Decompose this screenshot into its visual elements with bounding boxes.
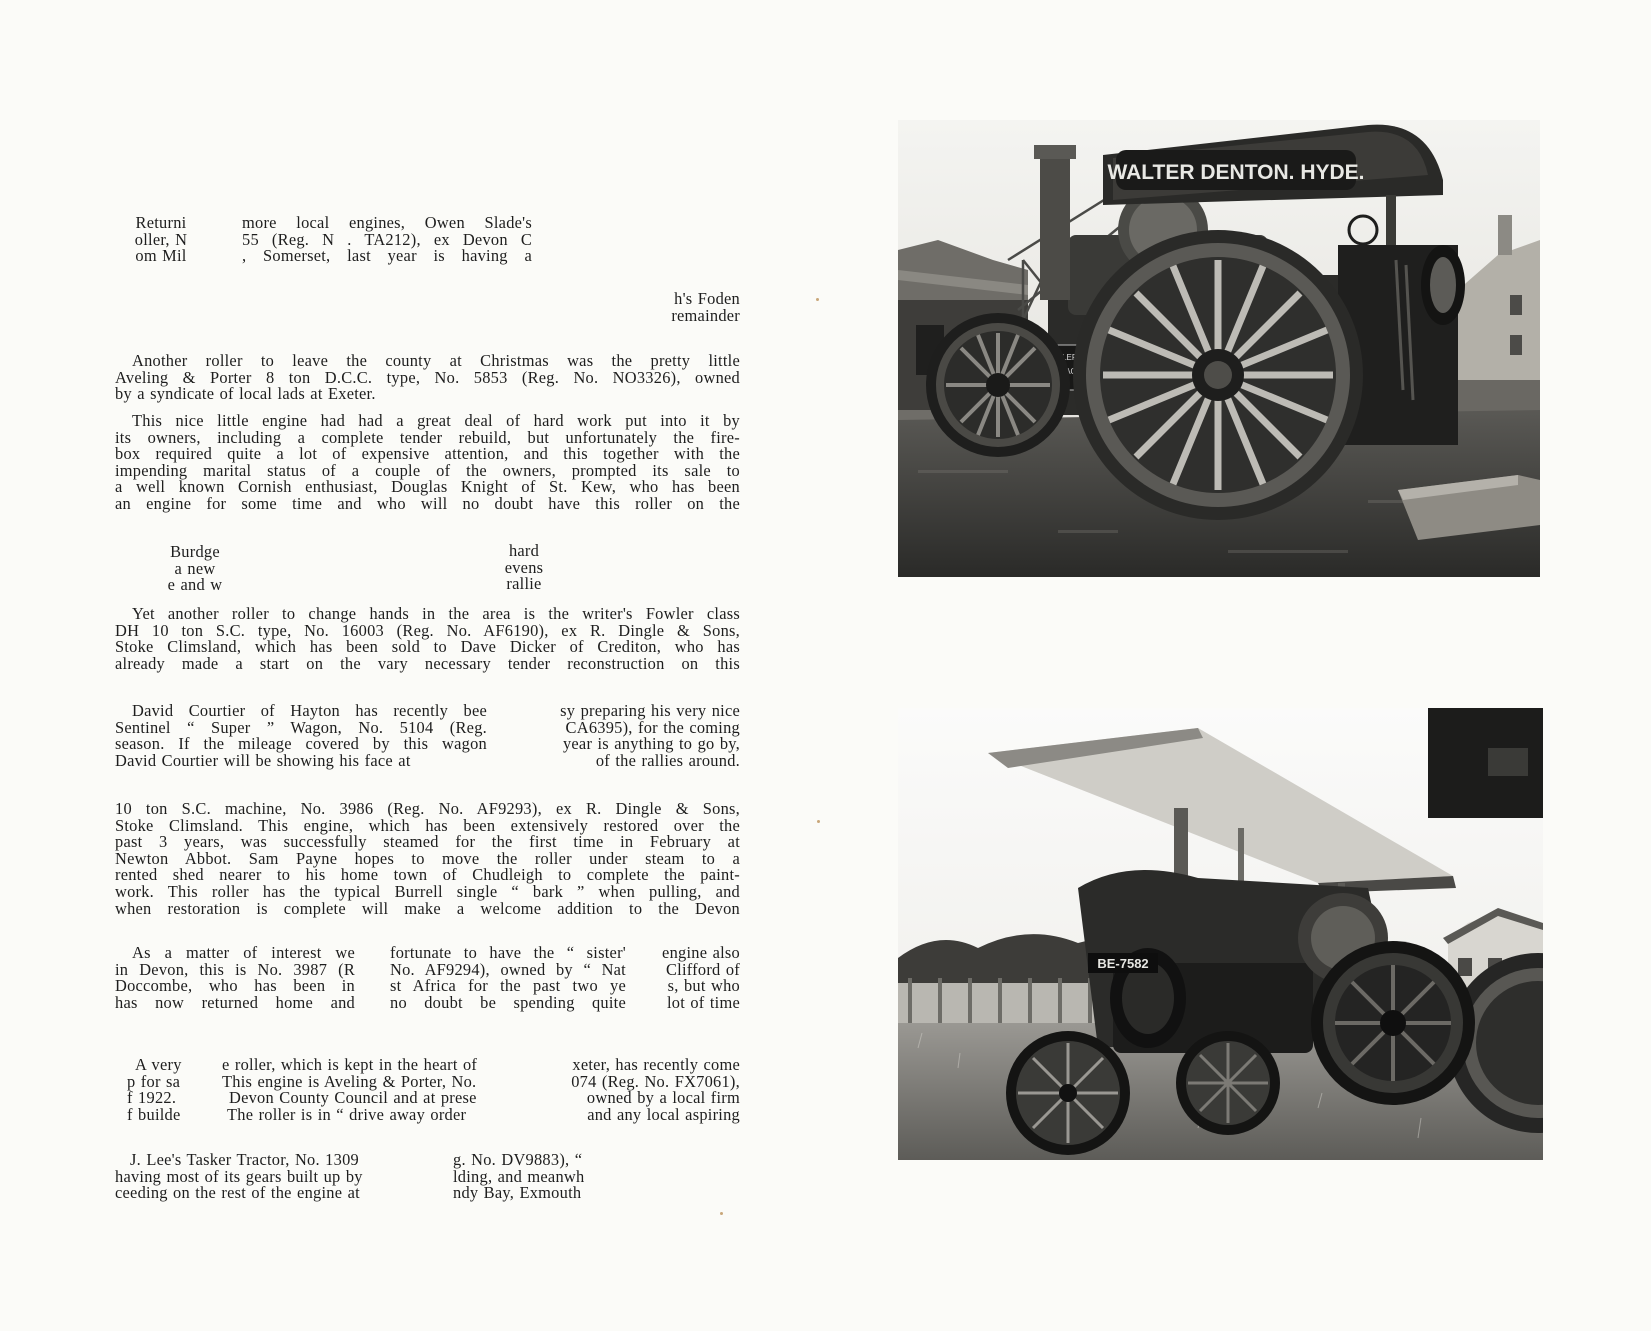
text-line: of the rallies around. (595, 750, 740, 770)
paragraph-yet-another-roller (115, 606, 740, 672)
text-line: lot of time (666, 992, 740, 1012)
text-fragment-returning (120, 215, 202, 265)
text-line: a new (174, 558, 216, 578)
text-line: The roller is in “ drive away order (227, 1104, 467, 1124)
print-speck (816, 298, 819, 301)
text-line: no doubt be spending quite (390, 992, 626, 1012)
text-line: p for sa (127, 1071, 181, 1091)
text-fragment-a-very (127, 1057, 207, 1123)
text-line: g. No. DV9883), “ (453, 1150, 583, 1169)
canopy-sign-text: WALTER DENTON. HYDE. (1107, 161, 1365, 184)
text-line: A very (135, 1055, 182, 1074)
text-line: already made a start on the vary necessary tender reconstruction on this (115, 653, 740, 673)
text-line: in Devon, this is No. 3987 (R (115, 959, 355, 979)
text-line: Sentinel “ Super ” Wagon, No. 5104 (Reg. (115, 717, 487, 737)
text-line: Returni (135, 213, 187, 232)
text-line: season. If the mileage covered by this wagon (115, 734, 487, 754)
text-line: 55 (Reg. N . TA212), ex Devon C (242, 229, 532, 249)
print-speck (720, 1212, 723, 1215)
text-fragment-tasker-tractor (115, 1152, 435, 1202)
text-line: an engine for some time and who will no doubt have this roller on the (115, 493, 740, 513)
text-line: om Mil (135, 246, 187, 266)
text-line: David Courtier will be showing his face at (115, 750, 411, 770)
text-line: f 1922. (127, 1088, 177, 1108)
text-line: Burdge (170, 542, 220, 561)
text-line: sy preparing his very nice (560, 701, 740, 720)
text-line: year is anything to go by, (562, 734, 740, 754)
text-line: hard (508, 541, 540, 560)
text-fragment-foden (560, 291, 740, 324)
text-line: having most of its gears built up by (115, 1166, 363, 1186)
text-line: lding, and meanwh (453, 1166, 585, 1186)
text-line: st Africa for the past two ye (390, 976, 626, 996)
text-line: fortunate to have the “ sister' (390, 943, 626, 962)
text-line: This engine is Aveling & Porter, No. (222, 1071, 477, 1091)
text-line: 10 ton S.C. machine, No. 3986 (Reg. No. AF9293), ex R. Dingle & Sons, (115, 799, 740, 818)
text-line: DH 10 ton S.C. type, No. 16003 (Reg. No. AF6190), ex R. Dingle & Sons, (115, 620, 740, 640)
text-line: Another roller to leave the county at Christmas was the pretty little (132, 351, 740, 370)
text-line: No. AF9294), owned by “ Nat (390, 959, 626, 979)
text-line: This nice little engine had had a great deal of hard work put into it by (132, 411, 740, 430)
text-line: ceeding on the rest of the engine at (115, 1183, 360, 1203)
print-speck (817, 820, 820, 823)
text-fragment-engine-also (640, 945, 740, 1011)
text-line: Yet another roller to change hands in the area is the writer's Fowler class (132, 604, 740, 623)
paragraph-another-roller (115, 353, 740, 403)
text-line: Stoke Climsland, which has been sold to Dave Dicker of Crediton, who has (115, 637, 740, 657)
text-line: rallie (506, 574, 542, 594)
text-fragment-recently-come (545, 1057, 740, 1123)
text-line: past 3 years, was successfully steamed for the first time in February at (115, 832, 740, 852)
text-line: ndy Bay, Exmouth (453, 1183, 582, 1203)
text-line: engine also (662, 943, 740, 962)
text-fragment-owen-slade (242, 215, 532, 265)
text-line: s, but who (667, 976, 740, 996)
number-plate-text: BE-7582 (1097, 956, 1149, 971)
text-line: Devon County Council and at prese (229, 1088, 477, 1108)
text-line: CA6395), for the coming (565, 717, 740, 737)
text-line: its owners, including a complete tender rebuild, but unfortunately the fire- (115, 427, 740, 447)
text-fragment-burdge (145, 544, 245, 594)
text-line: , Somerset, last year is having a (242, 246, 532, 266)
text-line: by a syndicate of local lads at Exeter. (115, 384, 376, 404)
photo-engine-in-field-image (898, 708, 1543, 1160)
paragraph-nice-little-engine (115, 413, 740, 513)
text-line: box required quite a lot of expensive attention, and this together with the (115, 444, 740, 464)
text-line: remainder (671, 305, 740, 325)
text-fragment-sentinel-right (520, 703, 740, 769)
text-line: work. This roller has the typical Burrell single “ bark ” when pulling, and (115, 881, 740, 901)
text-line: evens (504, 557, 544, 577)
text-line: f builde (127, 1104, 181, 1124)
text-line: xeter, has recently come (572, 1055, 740, 1074)
text-line: owned by a local firm (586, 1088, 740, 1108)
text-line: Newton Abbot. Sam Payne hopes to move the roller under steam to a (115, 848, 740, 868)
photo-showmans-engine (898, 120, 1540, 577)
text-fragment-sister-engine (390, 945, 626, 1011)
text-line: As a matter of interest we (132, 943, 355, 962)
paragraph-ten-ton-machine (115, 801, 740, 917)
text-line: has now returned home and (115, 992, 355, 1012)
text-line: J. Lee's Tasker Tractor, No. 1309 (130, 1150, 359, 1169)
text-line: when restoration is complete will make a welcome addition to the Devon (115, 898, 740, 918)
text-line: 074 (Reg. No. FX7061), (571, 1071, 740, 1091)
text-line: h's Foden (674, 289, 740, 308)
photo-engine-in-field (898, 708, 1543, 1160)
text-fragment-sandy-bay (453, 1152, 628, 1202)
text-fragment-heart-of-exeter (222, 1057, 532, 1123)
text-fragment-david-courtier (115, 703, 487, 769)
text-line: oller, N (134, 229, 188, 249)
text-fragment-matter-of-interest (115, 945, 355, 1011)
text-line: Clifford of (665, 959, 740, 979)
text-line: a well known Cornish enthusiast, Douglas Knight of St. Kew, who has been (115, 477, 740, 497)
text-line: impending marital status of a couple of the owners, prompted its sale to (115, 460, 740, 480)
text-line: David Courtier of Hayton has recently bee (132, 701, 487, 720)
text-line: e and w (167, 575, 223, 595)
text-line: more local engines, Owen Slade's (242, 213, 532, 232)
text-line: e roller, which is kept in the heart of (222, 1055, 478, 1074)
photo-showmans-engine-image (898, 120, 1540, 577)
text-line: and any local aspiring (587, 1104, 740, 1124)
text-line: Doccombe, who has been in (115, 976, 355, 996)
text-line: Aveling & Porter 8 ton D.C.C. type, No. 5853 (Reg. No. NO3326), owned (115, 367, 740, 387)
text-line: rented shed nearer to his home town of Chudleigh to complete the paint- (115, 865, 740, 885)
text-fragment-hard (488, 543, 560, 593)
text-line: Stoke Climsland. This engine, which has been extensively restored over the (115, 815, 740, 835)
